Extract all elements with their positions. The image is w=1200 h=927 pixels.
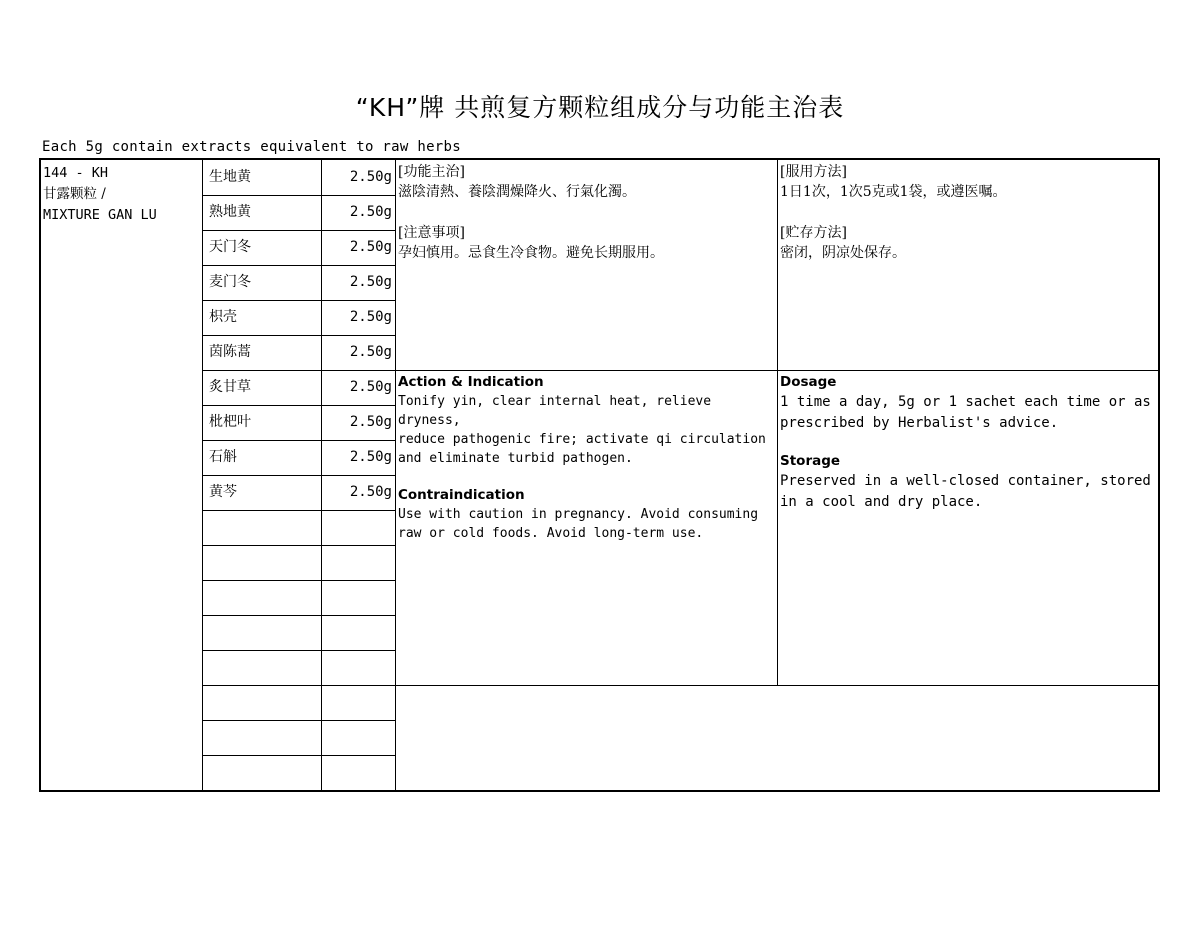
en-dosage-block (780, 373, 1158, 512)
en-dosage-heading: Dosage (780, 374, 837, 390)
herb-dose: 2.50g (349, 484, 392, 500)
en-indication-block (398, 373, 776, 543)
subtitle: Each 5g contain extracts equivalent to raw herbs (42, 139, 461, 155)
herb-row-divider (202, 545, 396, 546)
product-name-zh: 甘露颗粒 / (43, 186, 106, 202)
herb-row-divider (202, 580, 396, 581)
en-indication-line: Tonify yin, clear internal heat, relieve dryness, (398, 394, 712, 428)
en-contra-line: Use with caution in pregnancy. Avoid consuming (398, 507, 759, 522)
herb-dose: 2.50g (349, 344, 392, 360)
en-contra-line: raw or cold foods. Avoid long-term use. (398, 526, 704, 541)
zh-indication-text: 滋陰清熱、養陰潤燥降火、行氣化濁。 (398, 184, 636, 200)
zh-indication-heading: [功能主治] (398, 164, 465, 180)
row-divider (395, 685, 1160, 686)
herb-dose: 2.50g (349, 169, 392, 185)
page-title: “KH”牌 共煎复方颗粒组成分与功能主治表 (355, 93, 845, 122)
en-indication-line: reduce pathogenic fire; activate qi circulation (398, 432, 766, 447)
herb-dose: 2.50g (349, 449, 392, 465)
herb-name: 枇杷叶 (209, 414, 251, 430)
herb-name: 枳壳 (209, 309, 237, 325)
herb-dose: 2.50g (349, 379, 392, 395)
column-divider (777, 160, 778, 685)
zh-storage-heading: [贮存方法] (780, 225, 847, 241)
herb-dose: 2.50g (349, 414, 392, 430)
row-divider (395, 370, 1160, 371)
herb-name: 黄芩 (209, 484, 237, 500)
en-storage-heading: Storage (780, 453, 841, 469)
herb-row-divider (202, 685, 396, 686)
en-dosage-line: 1 time a day, 5g or 1 sachet each time or as (780, 394, 1151, 410)
zh-caution-text: 孕妇慎用。忌食生冷食物。避免长期服用。 (398, 245, 664, 261)
herb-name: 生地黄 (209, 169, 251, 185)
herb-name: 茵陈蒿 (209, 344, 251, 360)
product-cell (43, 163, 157, 226)
en-indication-heading: Action & Indication (398, 374, 544, 390)
herb-name: 炙甘草 (209, 379, 251, 395)
herb-row-divider (202, 615, 396, 616)
herb-row-divider (202, 510, 396, 511)
en-storage-line: in a cool and dry place. (780, 493, 983, 510)
herb-dose: 2.50g (349, 239, 392, 255)
product-code: 144 - KH (43, 165, 109, 181)
zh-dosage-block (780, 162, 1158, 263)
herb-row-divider (202, 650, 396, 651)
herb-name: 天门冬 (209, 239, 251, 255)
product-name-en: MIXTURE GAN LU (43, 207, 157, 223)
zh-dosage-text: 1日1次，1次5克或1袋，或遵医嘱。 (780, 184, 1007, 200)
composition-table (39, 158, 1160, 792)
herb-name: 麦门冬 (209, 274, 251, 290)
zh-caution-heading: [注意事项] (398, 225, 465, 241)
herb-dose: 2.50g (349, 274, 392, 290)
herb-row-divider (202, 720, 396, 721)
herb-name: 石斛 (209, 449, 237, 465)
zh-storage-text: 密闭，阴凉处保存。 (780, 245, 906, 261)
en-dosage-line: prescribed by Herbalist's advice. (780, 414, 1059, 431)
en-storage-line: Preserved in a well-closed container, stored (780, 473, 1151, 489)
zh-indication-block (398, 162, 773, 263)
herb-dose: 2.50g (349, 204, 392, 220)
herb-row-divider (202, 755, 396, 756)
herb-dose: 2.50g (349, 309, 392, 325)
zh-dosage-heading: [服用方法] (780, 164, 847, 180)
herb-name: 熟地黄 (209, 204, 251, 220)
en-indication-line: and eliminate turbid pathogen. (398, 451, 633, 466)
en-contra-heading: Contraindication (398, 487, 525, 503)
